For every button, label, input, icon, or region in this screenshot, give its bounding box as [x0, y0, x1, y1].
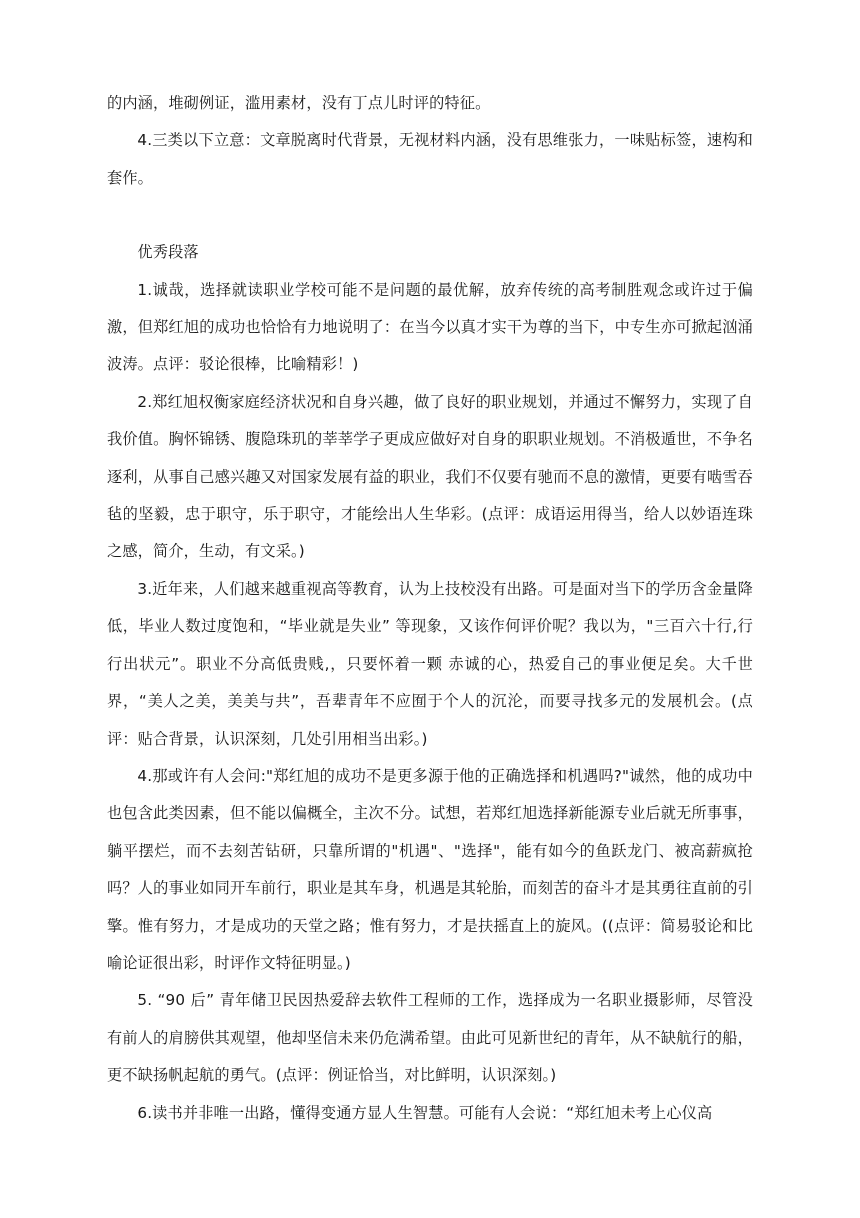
paragraph-criteria-4: 4.三类以下立意：文章脱离时代背景，无视材料内涵，没有思维张力，一味贴标签，速构和套作。 [107, 131, 753, 187]
paragraph-excellent-4: 4.那或许有人会问:"郑红旭的成功不是更多源于他的正确选择和机遇吗?"诚然，他的成功中也包含此类因素，但不能以偏概全，主次不分。试想，若郑红旭选择新能源专业后就无所事事，躺平摆烂，而不去刻苦钻研，只靠所谓的"机遇"、"选择"，能有如今的鱼跃龙门、被高薪疯抢吗？人的事业如同开车前行，职业是其车身，机遇是其轮胎，而刻苦的奋斗才是其勇往直前的引擎。惟有努力，才是成功的天堂之路；惟有努力，才是扶摇直上的旋风。((点评：简易驳论和比喻论证很出彩，时评作文特征明显。) [107, 766, 753, 972]
paragraph-excellent-1: 1.诚哉，选择就读职业学校可能不是问题的最优解，放弃传统的高考制胜观念或许过于偏激，但郑红旭的成功也恰恰有力地说明了：在当今以真才实干为尊的当下，中专生亦可掀起汹涌波涛。点评：驳论很棒，比喻精彩！) [107, 280, 753, 374]
blank-line [107, 197, 753, 234]
paragraph-excellent-2: 2.郑红旭权衡家庭经济状况和自身兴趣，做了良好的职业规划，并通过不懈努力，实现了自我价值。胸怀锦锈、腹隐珠玑的莘莘学子更成应做好对自身的职职业规划。不消极遁世，不争名逐利，从事自己感兴趣又对国家发展有益的职业，我们不仅要有驰而不息的激情，更要有啮雪吞毡的坚毅，忠于职守，乐于职守，才能绘出人生华彩。(点评：成语运用得当，给人以妙语连珠之感，简介，生动，有文采。) [107, 392, 753, 561]
paragraph-excellent-5: 5. “90 后” 青年储卫民因热爱辞去软件工程师的工作，选择成为一名职业摄影师，尽管没有前人的肩膀供其观望，他却坚信未来仍危满希望。由此可见新世纪的青年，从不缺航行的船，更不缺扬帆起航的勇气。(点评：例证恰当，对比鲜明，认识深刻。) [107, 991, 753, 1085]
section-heading: 优秀段落 [137, 243, 199, 262]
paragraph-continuation: 的内涵，堆砌例证，滥用素材，没有丁点儿时评的特征。 [107, 94, 491, 112]
document-body [107, 85, 753, 1132]
paragraph-excellent-6: 6.读书并非唯一出路，懂得变通方显人生智慧。可能有人会说：“郑红旭未考上心仪高 [137, 1103, 713, 1122]
paragraph-excellent-3: 3.近年来，人们越来越重视高等教育，认为上技校没有出路。可是面对当下的学历含金量降低，毕业人数过度饱和，“毕业就是失业” 等现象，又该作何评价呢？我以为，"三百六十行,行行出状元”。职业不分高低贵贱,，只要怀着一颗 赤诚的心，热爱自己的事业便足矣。大千世界，“美人之美，美美与共”，吾辈青年不应囿于个人的沉沦，而要寻找多元的发展机会。(点评：贴合背景，认识深刻，几处引用相当出彩。) [107, 579, 753, 748]
